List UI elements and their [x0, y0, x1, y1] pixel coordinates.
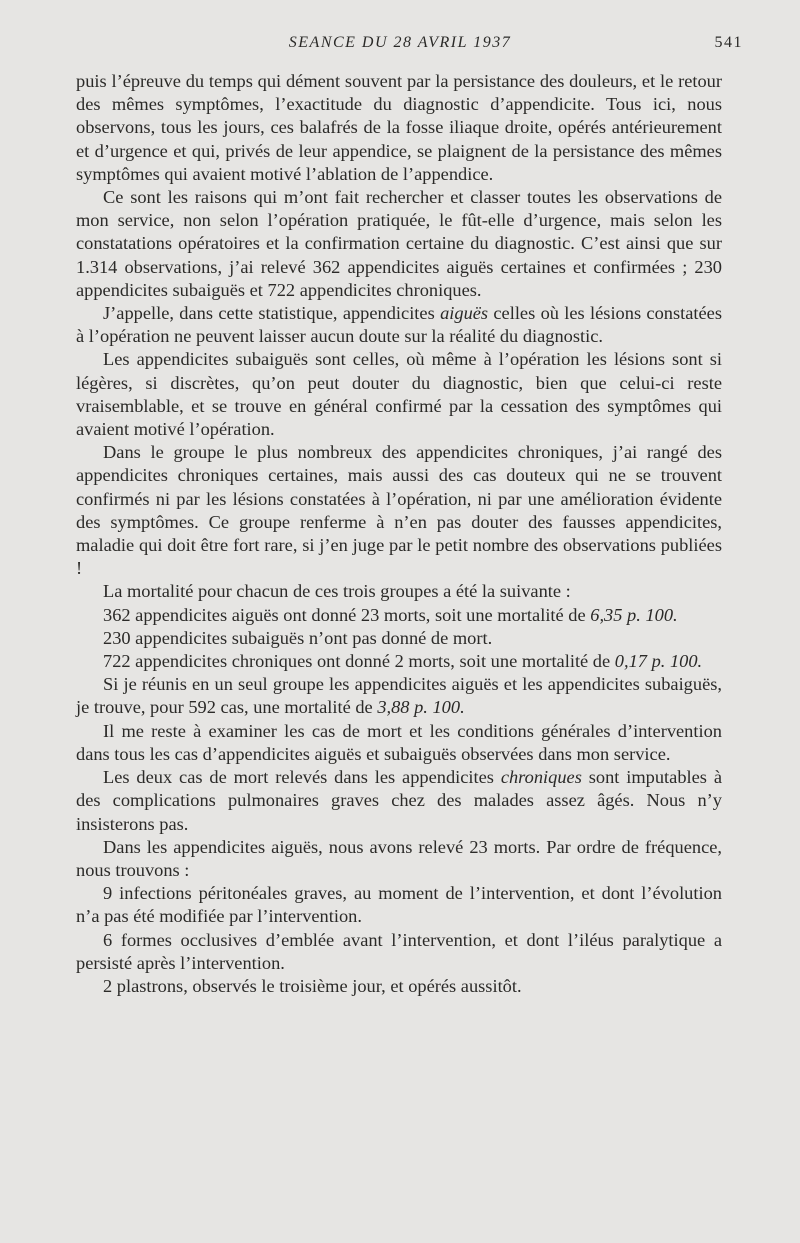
- paragraph: [76, 627, 722, 650]
- emphasis-text: 3,88 p. 100.: [377, 697, 465, 718]
- paragraph-text: Ce sont les raisons qui m’ont fait rechercher et classer toutes les observations de mon service, non selon l’opération pratiquée, le fût-elle d’urgence, mais selon les constatations opératoires et la confirmation certaine du diagnostic. C’est ainsi que sur 1.314 observations, j’ai relevé 362 appendicites aiguës certaines et confirmées ; 230 appendicites subaiguës et 722 appendicites chroniques.: [76, 187, 722, 300]
- paragraph-text: Les deux cas de mort relevés dans les appendicites: [103, 767, 501, 788]
- paragraph-text: Si je réunis en un seul groupe les appendicites aiguës et les appendicites subaiguës, je trouve, pour 592 cas, une mortalité de: [76, 674, 722, 718]
- paragraph-text: sont imputables à des complications pulmonaires graves chez des malades assez âgés. Nous n’y insisterons pas.: [76, 767, 722, 834]
- paragraph: [76, 650, 722, 673]
- paragraph: [76, 720, 722, 766]
- paragraph: [76, 604, 722, 627]
- paragraph-text: 230 appendicites subaiguës n’ont pas donné de mort.: [103, 627, 493, 648]
- body-text: [76, 70, 722, 998]
- paragraph-text: La mortalité pour chacun de ces trois groupes a été la suivante :: [103, 581, 571, 602]
- paragraph-text: 362 appendicites aiguës ont donné 23 morts, soit une mortalité de: [103, 604, 591, 625]
- paragraph-text: celles où les lésions constatées à l’opération ne peuvent laisser aucun doute sur la réalité du diagnostic.: [76, 303, 722, 347]
- paragraph: [76, 766, 722, 836]
- page-number: 541: [714, 34, 743, 51]
- paragraph: [76, 836, 722, 882]
- running-head: [0, 34, 800, 58]
- paragraph: [76, 975, 722, 998]
- paragraph: [76, 441, 722, 580]
- paragraph-text: Il me reste à examiner les cas de mort et les conditions générales d’intervention dans tous les cas d’appendicites aiguës et subaiguës observées dans mon service.: [76, 720, 722, 764]
- paragraph-text: Dans les appendicites aiguës, nous avons relevé 23 morts. Par ordre de fréquence, nous trouvons :: [76, 836, 722, 880]
- paragraph: [76, 929, 722, 975]
- paragraph-text: 722 appendicites chroniques ont donné 2 morts, soit une mortalité de: [103, 651, 615, 672]
- paragraph-text: 2 plastrons, observés le troisième jour, et opérés aussitôt.: [103, 975, 522, 996]
- paragraph-text: 6 formes occlusives d’emblée avant l’intervention, et dont l’iléus paralytique a persisté après l’intervention.: [76, 929, 722, 973]
- paragraph: [76, 186, 722, 302]
- paragraph-text: Dans le groupe le plus nombreux des appendicites chroniques, j’ai rangé des appendicites chroniques certaines, mais aussi des cas douteux qui ne se trouvent confirmés ni par les lésions constatées à l’opération, ni par une amélioration évidente des symptômes. Ce groupe renferme à n’en pas douter des fausses appendicites, maladie qui doit être fort rare, si j’en juge par le petit nombre des observations publiées !: [76, 442, 722, 579]
- emphasis-text: 0,17 p. 100.: [614, 651, 703, 672]
- paragraph: [76, 348, 722, 441]
- paragraph: [76, 882, 722, 928]
- paragraph: [76, 673, 722, 719]
- paragraph: [76, 580, 722, 603]
- paragraph-text: puis l’épreuve du temps qui dément souvent par la persistance des douleurs, et le retour des mêmes symptômes, l’exactitude du diagnostic d’appendicite. Tous ici, nous observons, tous les jours, ces balafrés de la fosse iliaque droite, opérés antérieurement et d’urgence et qui, privés de leur appendice, se plaignent de la persistance des mêmes symptômes qui avaient motivé l’ablation de l’appendice.: [76, 71, 722, 184]
- paragraph: [76, 302, 722, 348]
- emphasis-text: aiguës: [440, 303, 489, 324]
- emphasis-text: 6,35 p. 100.: [590, 604, 678, 625]
- paragraph: [76, 70, 722, 186]
- emphasis-text: chroniques: [500, 767, 582, 788]
- paragraph-text: Les appendicites subaiguës sont celles, où même à l’opération les lésions sont si légères, si discrètes, qu’on peut douter du diagnostic, bien que celui-ci reste vraisemblable, et se trouve en général confirmé par la cessation des symptômes qui avaient motivé l’opération.: [76, 349, 722, 440]
- paragraph-text: J’appelle, dans cette statistique, appendicites: [103, 303, 441, 324]
- paragraph-text: 9 infections péritonéales graves, au moment de l’intervention, et dont l’évolution n’a pas été modifiée par l’intervention.: [76, 883, 722, 927]
- running-title: SEANCE DU 28 AVRIL 1937: [288, 34, 512, 51]
